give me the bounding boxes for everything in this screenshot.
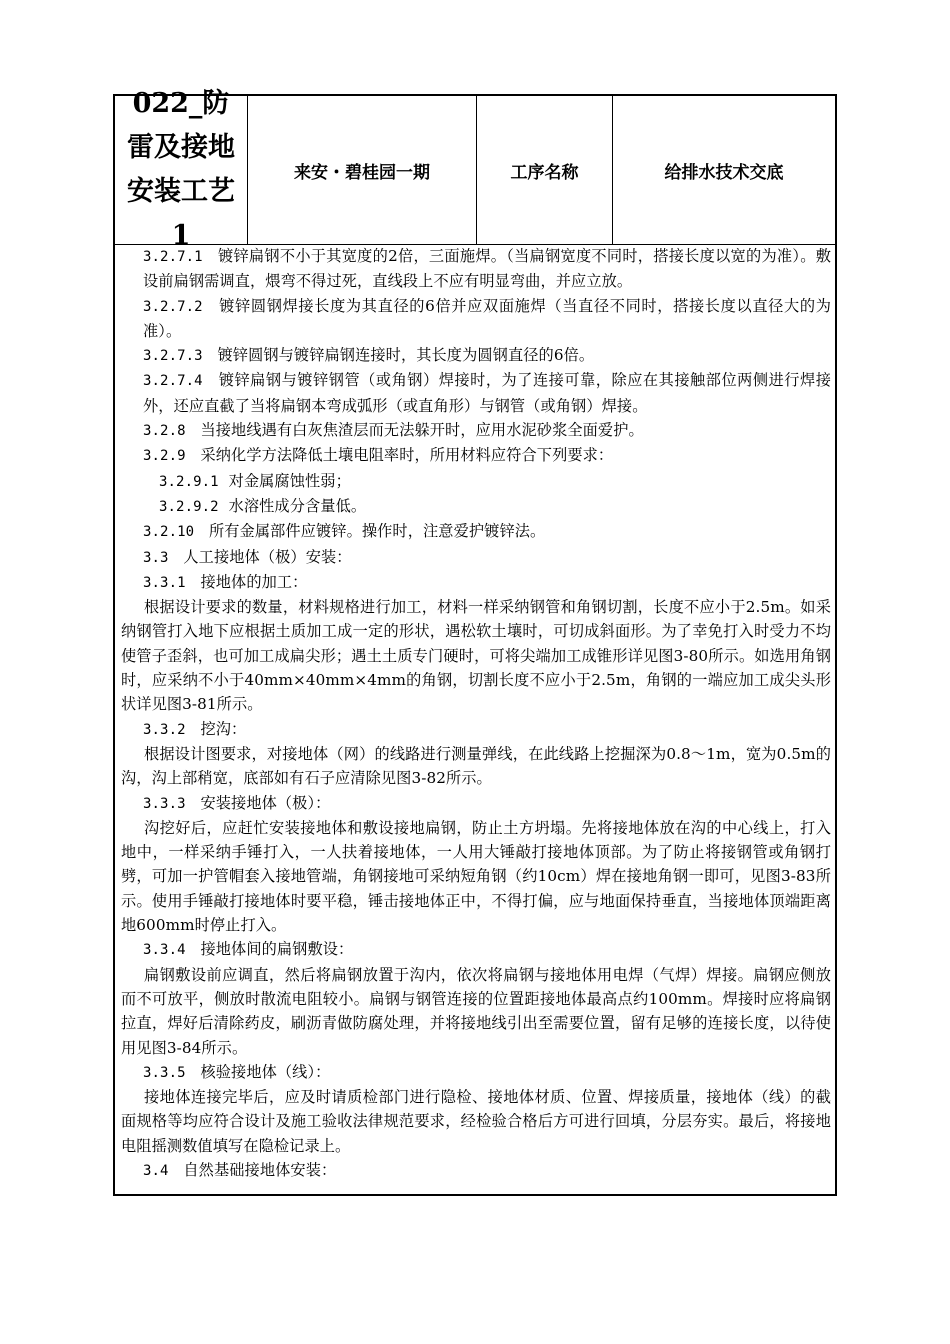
clause-number: 3.2.7.3 (143, 348, 203, 365)
clause-text: 镀锌圆钢焊接长度为其直径的6倍并应双面施焊（当直径不同时，搭接长度以直径大的为准）。 (143, 296, 831, 340)
clause-number: 3.3.5 (143, 1064, 186, 1081)
clause-number: 3.2.8 (143, 423, 186, 440)
clause-text: 自然基础接地体安装： (183, 1160, 337, 1179)
clause-number: 3.2.7.2 (143, 298, 203, 315)
clause-text: 镀锌扁钢与镀锌钢管（或角钢）焊接时，为了连接可靠，除应在其接触部位两侧进行焊接外，还应直截了当将扁钢本弯成弧形（或直角形）与钢管（或角钢）焊接。 (143, 371, 831, 415)
paragraph (121, 570, 831, 595)
doc-title: 022_防雷及接地安装工艺1 (127, 88, 235, 251)
process-value: 给排水技术交底 (664, 162, 784, 183)
paragraph (121, 494, 831, 519)
clause-text: 水溶性成分含量低。 (228, 496, 367, 515)
clause-text: 接地体的加工： (200, 572, 308, 591)
paragraph (121, 469, 831, 494)
paragraph (121, 343, 831, 368)
process-label: 工序名称 (510, 162, 579, 183)
clause-text: 接地体间的扁钢敷设： (200, 940, 354, 959)
clause-text: 人工接地体（极）安装： (183, 547, 352, 566)
clause-text: 当接地线遇有白灰焦渣层而无法躲开时，应用水泥砂浆全面爱护。 (200, 421, 644, 440)
process-value-cell (613, 96, 835, 244)
paragraph (121, 1158, 831, 1183)
paragraph (121, 791, 831, 816)
paragraph (121, 937, 831, 962)
clause-text: 采纳化学方法降低土壤电阻率时，所用材料应符合下列要求： (200, 446, 614, 465)
paragraph: 扁钢敷设前应调直，然后将扁钢放置于沟内，依次将扁钢与接地体用电焊（气焊）焊接。扁钢应侧放而不可放平，侧放时散流电阻较小。扁钢与钢管连接的位置距接地体最高点约100mm。焊接时应将扁钢拉直，焊好后清除药皮，刷沥青做防腐处理，并将接地线引出至需要位置，留有足够的连接长度，以待使用见图3-84所示。 (121, 965, 831, 1057)
clause-number: 3.3.1 (143, 574, 186, 591)
project-name: 来安・碧桂园一期 (294, 162, 430, 183)
clause-number: 3.4 (143, 1162, 169, 1179)
body-text (121, 244, 831, 1183)
paragraph (121, 418, 831, 443)
clause-text: 对金属腐蚀性弱； (228, 471, 351, 490)
clause-number: 3.2.9.1 (159, 473, 219, 490)
paragraph: 根据设计要求的数量，材料规格进行加工，材料一样采纳钢管和角钢切割，长度不应小于2.5m。如采纳钢管打入地下应根据土质加工成一定的形状，遇松软土壤时，可切成斜面形。为了幸免打入时受力不均使管子歪斜，也可加工成扁尖形；遇土土质专门硬时，可将尖端加工成锥形详见图3-80所示。如选用角钢时，应采纳不小于40mm×40mm×4mm的角钢，切割长度不应小于2.5m，角钢的一端应加工成尖头形状详见图3-81所示。 (121, 598, 831, 714)
paragraph (121, 368, 831, 418)
paragraph: 接地体连接完毕后，应及时请质检部门进行隐检、接地体材质、位置、焊接质量，接地体（线）的截面规格等均应符合设计及施工验收法律规范要求，经检验合格后方可进行回填，分层夯实。最后，将接地电阻摇测数值填写在隐检记录上。 (121, 1088, 831, 1155)
paragraph (121, 1060, 831, 1085)
paragraph (121, 717, 831, 742)
paragraph (121, 443, 831, 468)
clause-text: 镀锌扁钢不小于其宽度的2倍，三面施焊。（当扁钢宽度不同时，搭接长度以宽的为准）。敷设前扁钢需调直，煨弯不得过死，直线段上不应有明显弯曲，并应立放。 (143, 247, 831, 291)
doc-title-cell (115, 88, 248, 251)
clause-text: 安装接地体（极）： (200, 793, 331, 812)
clause-number: 3.3.2 (143, 721, 186, 738)
clause-number: 3.2.9.2 (159, 498, 219, 515)
clause-number: 3.3 (143, 549, 169, 566)
paragraph: 根据设计图要求，对接地体（网）的线路进行测量弹线，在此线路上挖掘深为0.8～1m，宽为0.5m的沟，沟上部稍宽，底部如有石子应清除见图3-82所示。 (121, 744, 831, 788)
paragraph (121, 294, 831, 344)
process-label-cell (477, 96, 613, 244)
document-sheet (113, 88, 837, 1196)
clause-text: 挖沟： (200, 719, 247, 738)
paragraph (121, 545, 831, 570)
clause-number: 3.2.10 (143, 524, 195, 541)
paragraph (121, 519, 831, 544)
paragraph: 沟挖好后，应赶忙安装接地体和敷设接地扁钢，防止土方坍塌。先将接地体放在沟的中心线上，打入地中，一样采纳手锤打入，一人扶着接地体，一人用大锤敲打接地体顶部。为了防止将接钢管或角钢打劈，可加一护管帽套入接地管端，角钢接地可采纳短角钢（约10cm）焊在接地角钢一即可，见图3-83所示。使用手锤敲打接地体时要平稳，锤击接地体正中，不得打偏，应与地面保持垂直，当接地体顶端距离地600mm时停止打入。 (121, 818, 831, 935)
clause-number: 3.3.4 (143, 942, 186, 959)
header-table (115, 88, 835, 251)
clause-text: 核验接地体（线）： (200, 1062, 331, 1081)
project-cell (248, 96, 477, 244)
clause-number: 3.2.7.4 (143, 373, 203, 390)
clause-text: 镀锌圆钢与镀锌扁钢连接时，其长度为圆钢直径的6倍。 (217, 346, 595, 365)
clause-text: 所有金属部件应镀锌。操作时，注意爱护镀锌法。 (208, 522, 546, 541)
clause-number: 3.2.7.1 (143, 249, 203, 265)
paragraph (121, 244, 831, 294)
clause-number: 3.3.3 (143, 795, 186, 812)
clause-number: 3.2.9 (143, 448, 186, 465)
